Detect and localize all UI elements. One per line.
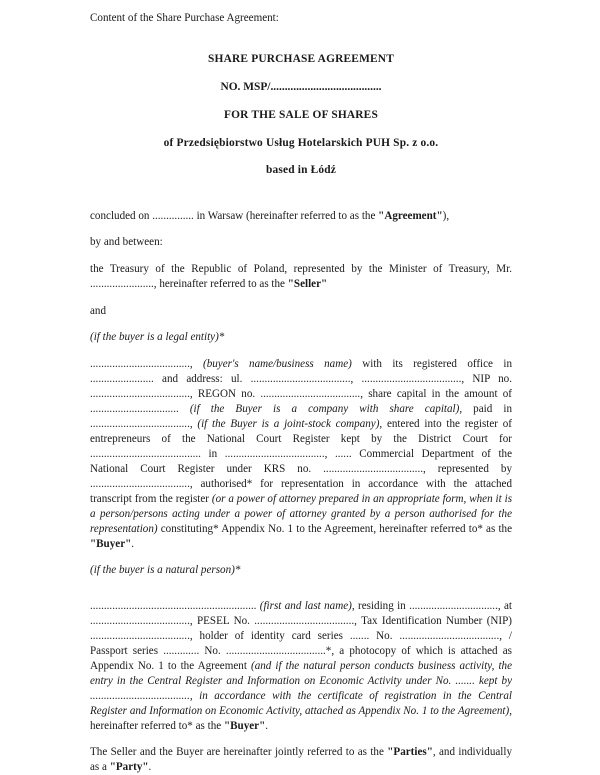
paragraph-parties <box>90 745 512 775</box>
title-block <box>90 54 512 177</box>
parties-text-3: . <box>148 761 152 774</box>
paragraph-by-and-between: by and between: <box>90 236 163 249</box>
legal-entity-italic-3: (if the Buyer is a joint-stock company) <box>197 417 380 430</box>
concluded-text-1: concluded on ............... in Warsaw (hereinafter referred to as the <box>90 209 379 222</box>
seller-text-1: the Treasury of the Republic of Poland, represented by the Minister of Treasury, Mr. ......................., hereinafter referred to as the <box>90 262 512 290</box>
title-line-based-in: based in Łódź <box>265 164 337 177</box>
term-parties: "Parties" <box>387 746 433 759</box>
paragraph-concluded-on <box>90 209 512 224</box>
term-seller: "Seller" <box>287 277 328 290</box>
term-agreement: "Agreement" <box>378 209 443 222</box>
heading-natural-person <box>90 563 512 578</box>
intro-line: Content of the Share Purchase Agreement: <box>90 12 279 24</box>
heading-natural-person-text: (if the buyer is a natural person)* <box>90 564 241 577</box>
legal-entity-text-6: . <box>131 537 135 550</box>
natural-person-text-1: ............................................................ <box>90 599 260 612</box>
paragraph-natural-person-buyer <box>90 599 512 734</box>
paragraph-seller <box>90 262 512 292</box>
parties-text-2: , and individually as a <box>90 746 512 774</box>
parties-text-1: The Seller and the Buyer are hereinafter jointly referred to as the <box>90 746 388 759</box>
document-body <box>90 11 512 775</box>
heading-legal-entity-text: (if the buyer is a legal entity)* <box>90 331 225 344</box>
title-line-agreement: SHARE PURCHASE AGREEMENT <box>208 52 394 65</box>
term-buyer-natural-person: "Buyer" <box>223 719 266 732</box>
natural-person-text-3: , hereinafter referred to* as the <box>90 704 512 732</box>
legal-entity-italic-4: (or a power of attorney prepared in an appropriate form, when it is a person/persons acting under a power of attorney granted by a person authorised for the representation) <box>90 492 513 535</box>
paragraph-and: and <box>90 304 107 317</box>
legal-entity-text-1: ...................................., <box>90 357 203 370</box>
legal-entity-text-4: , entered into the register of entrepreneurs of the National Court Register kept by the District Court for ........................................ in ...................................., ...... Commercial Department of the National Court Register under KRS no. ...................................., represented by ...................................., authorised* for representation in accordance with the attached transcript from the register <box>90 417 512 505</box>
legal-entity-text-2: with its registered office in ....................... and address: ul. ...................................., ...................................., NIP no. ...................................., REGON no. ...................................., share capital in the amount of ................................ <box>90 357 512 415</box>
legal-entity-italic-2: (if the Buyer is a company with share capital) <box>189 402 460 415</box>
term-party: "Party" <box>109 761 149 774</box>
natural-person-text-4: . <box>265 719 269 732</box>
natural-person-italic-1: (first and last name) <box>259 599 352 612</box>
natural-person-text-2: , residing in ................................, at ...................................., PESEL No. ...................................., Tax Identification Number (NIP) ...................................., holder of identity card series ....... No. ...................................., / Passport series ............. No. ....................................*, a photocopy of which is attached as Appendix No. 1 to the Agreement <box>90 599 512 672</box>
term-buyer-legal-entity: "Buyer" <box>90 537 132 550</box>
paragraph-legal-entity-buyer <box>90 357 512 552</box>
legal-entity-text-3: , paid in ...................................., <box>90 402 512 430</box>
legal-entity-text-5: constituting* Appendix No. 1 to the Agreement, hereinafter referred to* as the <box>157 522 512 535</box>
title-line-number: NO. MSP/....................................... <box>220 80 382 93</box>
title-line-sale-of-shares: FOR THE SALE OF SHARES <box>224 108 378 121</box>
heading-legal-entity <box>90 330 512 345</box>
concluded-text-2: ), <box>442 209 450 222</box>
natural-person-italic-2: (and if the natural person conducts business activity, the entry in the Central Register and Information on Economic Activity under No. ....... kept by ...................................., in accordance with the certificate of registration in the Central Register and Information on Economic Activity, attached as Appendix No. 1 to the Agreement) <box>90 659 512 717</box>
legal-entity-italic-1: (buyer's name/business name) <box>203 357 352 370</box>
title-line-company-name: of Przedsiębiorstwo Usług Hotelarskich PUH Sp. z o.o. <box>163 136 439 149</box>
agreement-body <box>90 209 512 775</box>
